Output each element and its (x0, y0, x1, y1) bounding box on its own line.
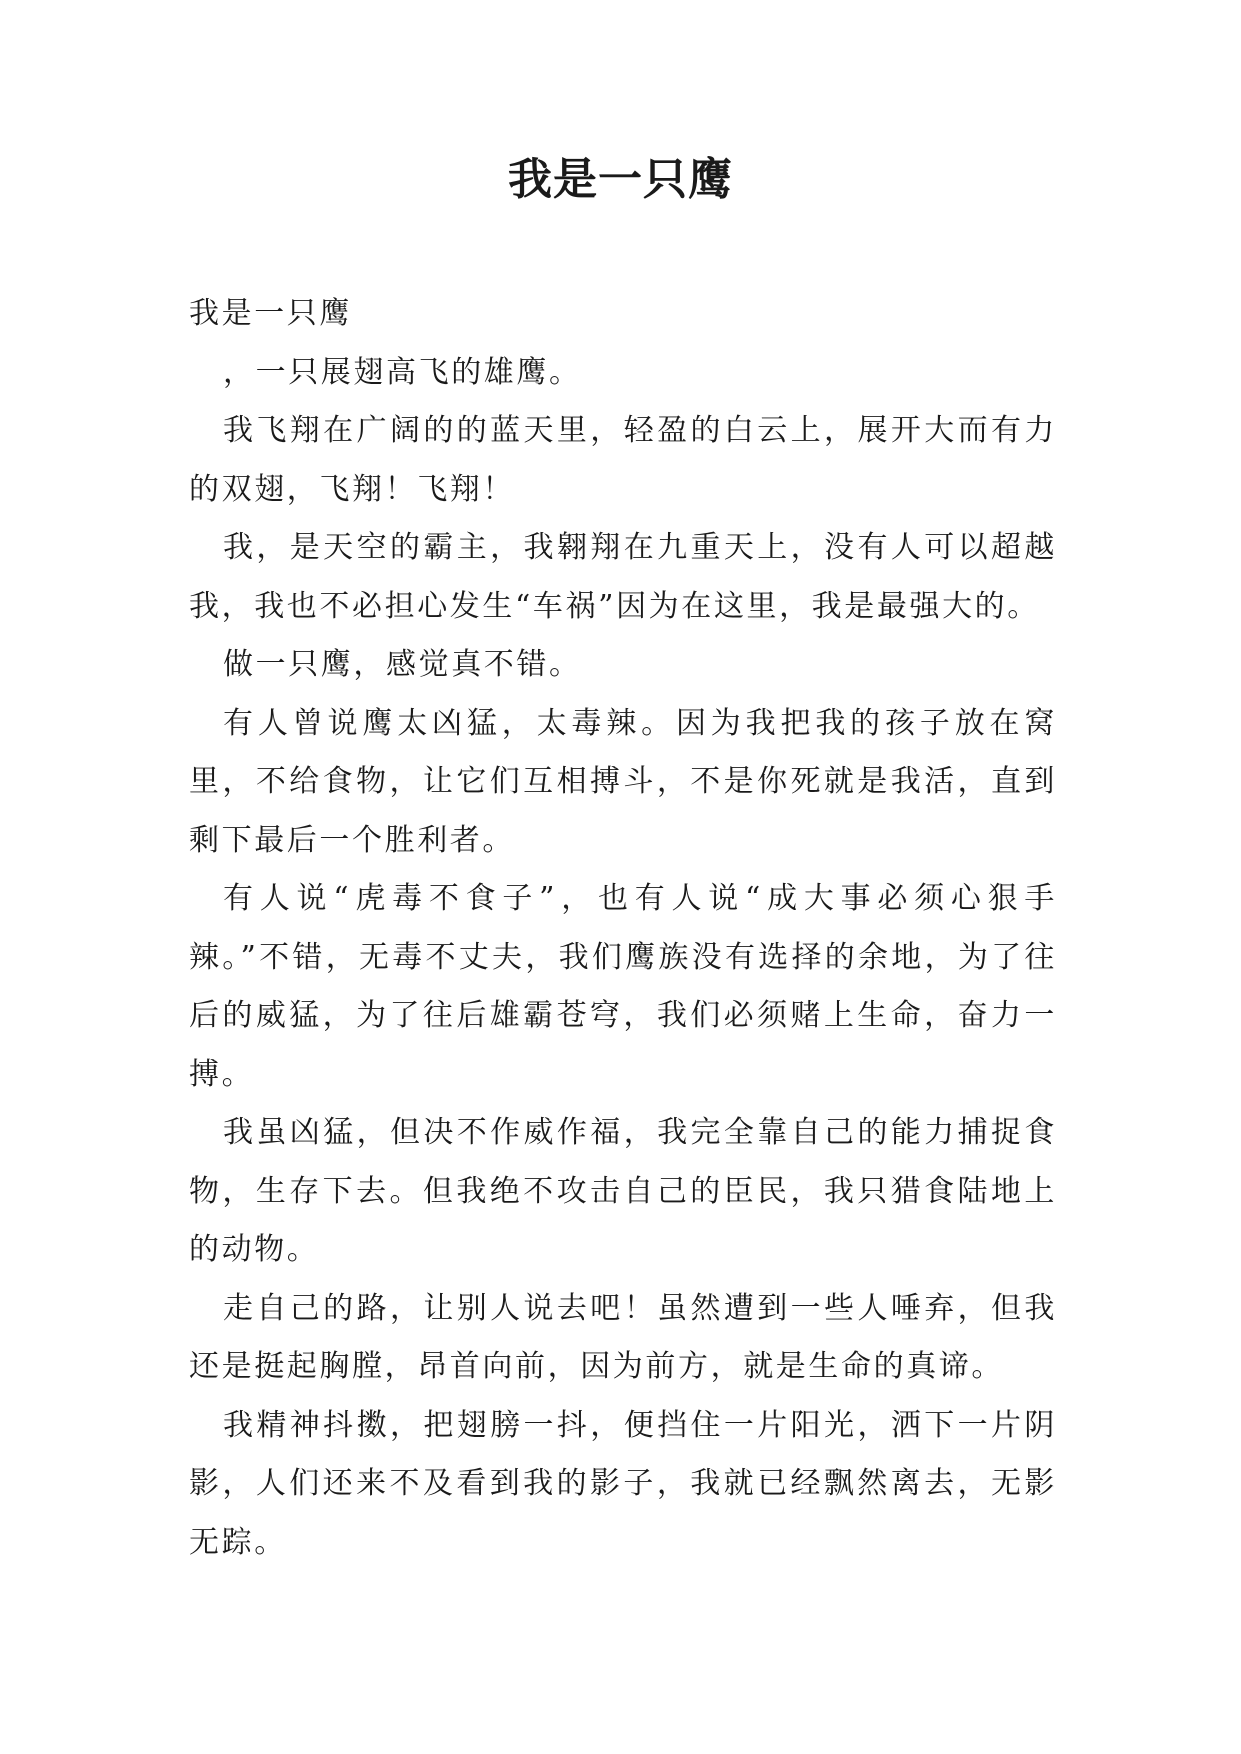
paragraph: 我虽凶猛，但决不作威作福，我完全靠自己的能力捕捉食物，生存下去。但我绝不攻击自己的臣民，我只猎食陆地上的动物。 (189, 1115, 1057, 1267)
paragraph: 我精神抖擞，把翅膀一抖，便挡住一片阳光，洒下一片阴影，人们还来不及看到我的影子，我就已经飘然离去，无影无踪。 (189, 1407, 1057, 1560)
paragraph: 做一只鹰，感觉真不错。 (223, 647, 582, 682)
paragraph: 我是一只鹰 (189, 296, 352, 331)
paragraph: 我，是天空的霸主，我翱翔在九重天上，没有人可以超越我，我也不必担心发生“车祸”因为在这里，我是最强大的。 (189, 530, 1057, 624)
paragraph: 走自己的路，让别人说去吧！虽然遭到一些人唾弃，但我还是挺起胸膛，昂首向前，因为前方，就是生命的真谛。 (189, 1290, 1057, 1384)
paragraph: 有人曾说鹰太凶猛，太毒辣。因为我把我的孩子放在窝里，不给食物，让它们互相搏斗，不是你死就是我活，直到剩下最后一个胜利者。 (189, 705, 1057, 858)
document-body (189, 285, 1057, 1572)
paragraph: ，一只展翅高飞的雄鹰。 (223, 354, 582, 390)
paragraph: 有人说“虎毒不食子”，也有人说“成大事必须心狠手辣。”不错，无毒不丈夫，我们鹰族没有选择的余地，为了往后的威猛，为了往后雄霸苍穹，我们必须赌上生命，奋力一搏。 (189, 881, 1057, 1092)
paragraph: 我飞翔在广阔的的蓝天里，轻盈的白云上，展开大而有力的双翅，飞翔！飞翔！ (189, 413, 1057, 507)
document-title: 我是一只鹰 (508, 154, 733, 205)
